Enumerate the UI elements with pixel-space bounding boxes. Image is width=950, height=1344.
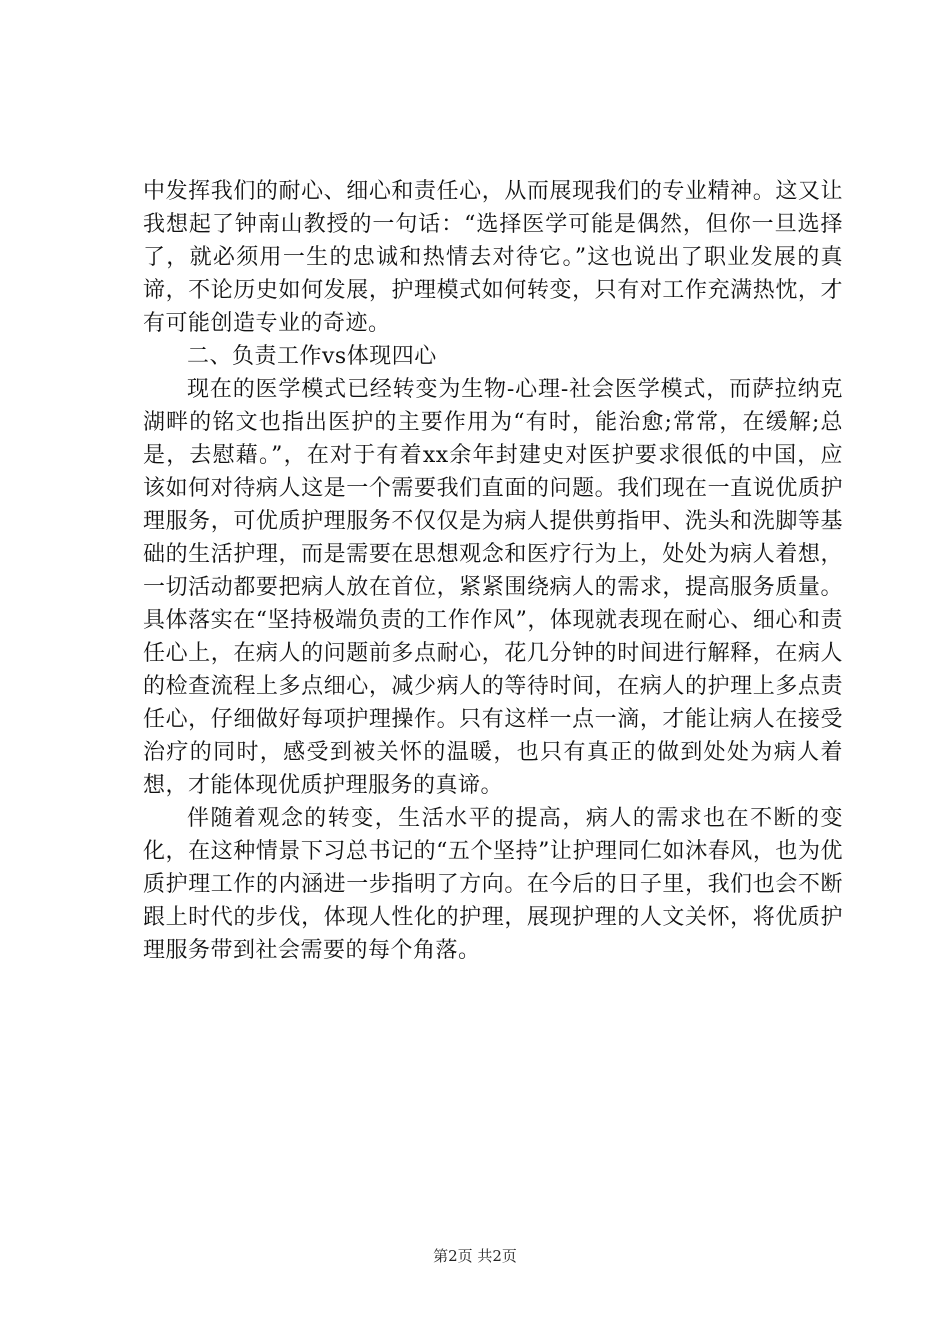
- paragraph-medical-model: 现在的医学模式已经转变为生物-心理-社会医学模式，而萨拉纳克湖畔的铭文也指出医护的主要作用为“有时，能治愈;常常，在缓解;总是，去慰藉。”，在对于有着xx余年封建史对医护要求很低的中国，应该如何对待病人这是一个需要我们直面的问题。我们现在一直说优质护理服务，可优质护理服务不仅仅是为病人提供剪指甲、洗头和洗脚等基础的生活护理，而是需要在思想观念和医疗行为上，处处为病人着想，一切活动都要把病人放在首位，紧紧围绕病人的需求，提高服务质量。具体落实在“坚持极端负责的工作作风”，体现就表现在耐心、细心和责任心上，在病人的问题前多点耐心，花几分钟的时间进行解释，在病人的检查流程上多点细心，减少病人的等待时间，在病人的护理上多点责任心，仔细做好每项护理操作。只有这样一点一滴，才能让病人在接受治疗的同时，感受到被关怀的温暖，也只有真正的做到处处为病人着想，才能体现优质护理服务的真谛。: [143, 377, 843, 798]
- paragraph-continuation: 中发挥我们的耐心、细心和责任心，从而展现我们的专业精神。这又让我想起了钟南山教授的一句话：“选择医学可能是偶然，但你一旦选择了，就必须用一生的忠诚和热情去对待它。”这也说出了职业发展的真谛，不论历史如何发展，护理模式如何转变，只有对工作充满热忱，才有可能创造专业的奇迹。: [143, 179, 843, 336]
- page-footer: 第2页 共2页: [433, 1247, 517, 1265]
- document-body: [143, 175, 843, 967]
- paragraph-conclusion: 伴随着观念的转变，生活水平的提高，病人的需求也在不断的变化，在这种情景下习总书记的“五个坚持”让护理同仁如沐春风，也为优质护理工作的内涵进一步指明了方向。在今后的日子里，我们也会不断跟上时代的步伐，体现人性化的护理，展现护理的人文关怀，将优质护理服务带到社会需要的每个角落。: [143, 806, 843, 963]
- section-heading: 二、负责工作vs体现四心: [187, 344, 437, 369]
